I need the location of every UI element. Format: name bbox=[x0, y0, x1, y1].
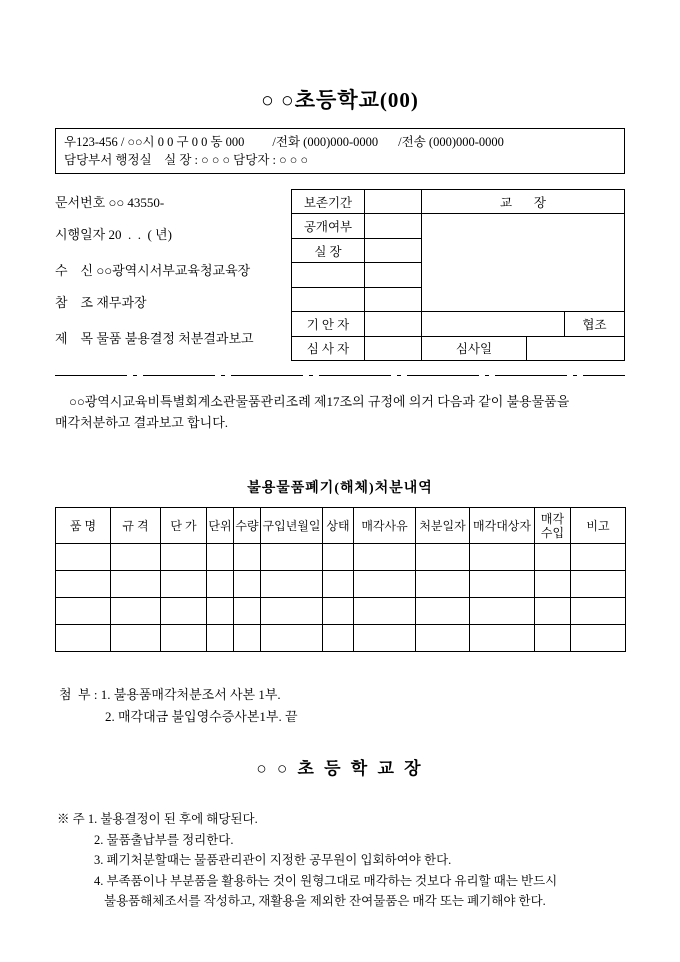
table-cell bbox=[56, 571, 111, 598]
contact-address: 우123-456 / ○○시 0 0 구 0 0 동 000 bbox=[64, 135, 245, 149]
contact-fax: /전송 (000)000-0000 bbox=[398, 135, 504, 149]
principal-label: 교 장 bbox=[421, 190, 624, 214]
cooperation-label: 협조 bbox=[564, 312, 624, 336]
table-cell bbox=[354, 598, 416, 625]
doc-fields bbox=[55, 189, 291, 361]
header-cell-disposal-date: 처분일자 bbox=[416, 508, 470, 544]
issue-date-line: 시행일자 20 . . ( 년) bbox=[55, 227, 172, 242]
table-cell bbox=[571, 571, 626, 598]
attachment-line-2: 2. 매각대금 불입영수증사본1부. 끝 bbox=[105, 709, 298, 724]
reviewer-label: 심 사 자 bbox=[291, 336, 364, 360]
disposal-table bbox=[55, 507, 626, 652]
table-cell bbox=[234, 598, 261, 625]
table-cell bbox=[416, 571, 470, 598]
doc-number-line: 문서번호 ○○ 43550- bbox=[55, 195, 165, 210]
table-cell bbox=[323, 544, 354, 571]
table-cell bbox=[416, 544, 470, 571]
table-cell bbox=[261, 625, 323, 652]
chief-label: 실 장 bbox=[291, 238, 364, 262]
table-cell bbox=[354, 625, 416, 652]
table-cell bbox=[161, 544, 207, 571]
table-cell bbox=[354, 544, 416, 571]
table-cell bbox=[261, 544, 323, 571]
preservation-label: 보존기간 bbox=[291, 190, 364, 214]
table-cell bbox=[323, 598, 354, 625]
table-cell bbox=[111, 571, 161, 598]
notes bbox=[55, 809, 625, 912]
reviewer-value-cell bbox=[364, 336, 421, 360]
contact-box bbox=[55, 128, 625, 174]
contact-line-1 bbox=[64, 133, 616, 151]
disposal-table-body bbox=[56, 544, 626, 652]
empty-label-cell bbox=[291, 263, 364, 287]
header-cell-remarks: 비고 bbox=[571, 508, 626, 544]
note-line: ※ 주 1. 불용결정이 된 후에 해당된다. bbox=[57, 812, 258, 826]
header-cell-item: 품 명 bbox=[56, 508, 111, 544]
table-cell bbox=[571, 598, 626, 625]
review-date-label: 심사일 bbox=[421, 336, 526, 360]
header-cell-purchase-date: 구입년월일 bbox=[261, 508, 323, 544]
table-cell bbox=[470, 598, 535, 625]
table-cell bbox=[416, 625, 470, 652]
table-row bbox=[56, 571, 626, 598]
table-cell bbox=[234, 571, 261, 598]
table-cell bbox=[470, 544, 535, 571]
table-cell bbox=[470, 571, 535, 598]
subject-line: 제 목 물품 불용결정 처분결과보고 bbox=[55, 331, 254, 346]
empty-value-cell bbox=[364, 287, 421, 311]
note-line: 4. 부족품이나 부분품을 활용하는 것이 원형그대로 매각하는 것보다 유리할 때는 반드시 bbox=[94, 873, 558, 888]
table-cell bbox=[354, 571, 416, 598]
table-cell bbox=[571, 625, 626, 652]
attachments bbox=[55, 684, 625, 728]
table-row bbox=[56, 625, 626, 652]
note-line: 2. 물품출납부를 정리한다. bbox=[94, 832, 234, 847]
attachment-line-1: 첨 부 : 1. 불용품매각처분조서 사본 1부. bbox=[59, 687, 281, 702]
table-cell bbox=[571, 544, 626, 571]
approval-row bbox=[291, 312, 624, 336]
drafter-value-cell bbox=[364, 312, 421, 336]
review-date-value-cell bbox=[526, 336, 624, 360]
note-line: 3. 폐기처분할때는 물품관리관이 지정한 공무원이 입회하여야 한다. bbox=[94, 853, 452, 867]
table-cell bbox=[56, 598, 111, 625]
table-cell bbox=[161, 571, 207, 598]
table-cell bbox=[207, 598, 234, 625]
table-cell bbox=[234, 625, 261, 652]
approval-row bbox=[291, 190, 624, 214]
empty-value-cell bbox=[364, 263, 421, 287]
header-cell-condition: 상태 bbox=[323, 508, 354, 544]
table-cell bbox=[56, 625, 111, 652]
preservation-value-cell bbox=[364, 190, 421, 214]
recipient-line: 수 신 ○○광역시서부교육청교육장 bbox=[55, 263, 251, 278]
table-cell bbox=[535, 544, 571, 571]
table-cell bbox=[207, 571, 234, 598]
reference-line: 참 조 재무과장 bbox=[55, 295, 147, 310]
table-row bbox=[56, 544, 626, 571]
table-cell bbox=[56, 544, 111, 571]
dash-dot-divider bbox=[55, 375, 625, 376]
table-cell bbox=[161, 598, 207, 625]
table-cell bbox=[535, 598, 571, 625]
header-cell-spec: 규 격 bbox=[111, 508, 161, 544]
table-cell bbox=[261, 571, 323, 598]
info-section bbox=[55, 189, 625, 361]
approval-row bbox=[291, 214, 624, 238]
table-row bbox=[56, 598, 626, 625]
chief-value-cell bbox=[364, 238, 421, 262]
empty-label-cell bbox=[291, 287, 364, 311]
table-cell bbox=[111, 625, 161, 652]
table-cell bbox=[416, 598, 470, 625]
table-cell bbox=[207, 625, 234, 652]
disposal-header-row bbox=[56, 508, 626, 544]
disclosure-value-cell bbox=[364, 214, 421, 238]
disposal-table-title: 불용물품폐기(해체)처분내역 bbox=[247, 481, 433, 496]
table-cell bbox=[111, 598, 161, 625]
drafter-sign-cell bbox=[421, 312, 564, 336]
doc-title: ○ ○초등학교(00) bbox=[261, 88, 419, 112]
header-cell-sale-reason: 매각사유 bbox=[354, 508, 416, 544]
contact-dept-line: 담당부서 행정실 실 장 : ○ ○ ○ 담당자 : ○ ○ ○ bbox=[64, 153, 309, 167]
table-cell bbox=[535, 571, 571, 598]
table-cell bbox=[535, 625, 571, 652]
table-cell bbox=[111, 544, 161, 571]
disclosure-label: 공개여부 bbox=[291, 214, 364, 238]
note-line: 불용품해체조서를 작성하고, 재활용을 제외한 잔여물품은 매각 또는 폐기해야 한다. bbox=[104, 894, 546, 908]
signature-space bbox=[421, 214, 624, 312]
approval-table bbox=[291, 189, 625, 361]
header-cell-unit: 단위 bbox=[207, 508, 234, 544]
body-paragraph: ○○광역시교육비특별회계소관물품관리조례 제17조의 규정에 의거 다음과 같이 불용물품을 매각처분하고 결과보고 합니다. bbox=[55, 394, 570, 430]
table-cell bbox=[323, 571, 354, 598]
table-cell bbox=[207, 544, 234, 571]
table-cell bbox=[234, 544, 261, 571]
header-cell-unit-price: 단 가 bbox=[161, 508, 207, 544]
approval-row bbox=[291, 336, 624, 360]
header-cell-qty: 수량 bbox=[234, 508, 261, 544]
header-cell-sale-income: 매각수입 bbox=[535, 508, 571, 544]
contact-tel: /전화 (000)000-0000 bbox=[272, 135, 379, 149]
table-cell bbox=[161, 625, 207, 652]
table-cell bbox=[323, 625, 354, 652]
table-cell bbox=[470, 625, 535, 652]
header-cell-buyer: 매각대상자 bbox=[470, 508, 535, 544]
table-cell bbox=[261, 598, 323, 625]
drafter-label: 기 안 자 bbox=[291, 312, 364, 336]
principal-signature-title: ○ ○ 초 등 학 교 장 bbox=[256, 759, 424, 778]
